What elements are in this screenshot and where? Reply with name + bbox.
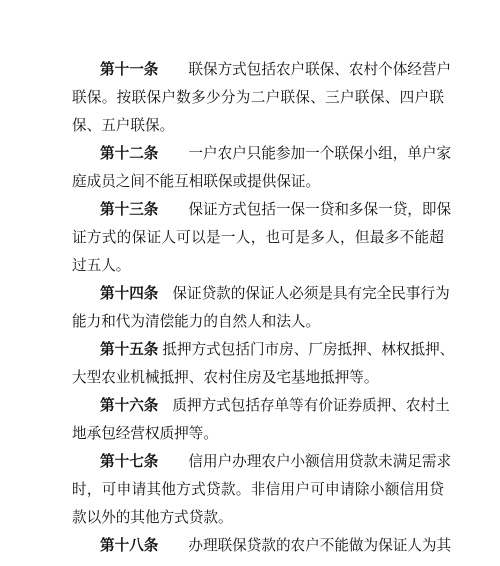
- article-11-line-3: 保、五户联保。: [72, 117, 175, 134]
- article-14-number: 第十四条: [100, 285, 159, 302]
- article-14-line-2: 能力和代为清偿能力的自然人和法人。: [72, 313, 321, 330]
- article-12-number: 第十二条: [100, 145, 159, 162]
- article-17-line-2: 时，可申请其他方式贷款。非信用户可申请除小额信用贷: [72, 481, 444, 498]
- article-14-line-1: [72, 284, 450, 304]
- article-16-text: 质押方式包括存单等有价证券质押、农村土: [172, 397, 450, 414]
- article-13-text: 保证方式包括一保一贷和多保一贷，即保: [188, 201, 452, 218]
- article-11-line-1: [72, 60, 452, 80]
- article-15-line-1: [72, 340, 455, 360]
- article-12-line-2: 庭成员之间不能互相联保或提供保证。: [72, 173, 321, 190]
- article-17-text: 信用户办理农户小额信用贷款未满足需求: [188, 453, 452, 470]
- article-14-text: 保证贷款的保证人必须是具有完全民事行为: [172, 285, 450, 302]
- article-16-line-1: [72, 396, 450, 416]
- article-16-line-2: 地承包经营权质押等。: [72, 425, 218, 442]
- article-13-number: 第十三条: [100, 201, 159, 218]
- article-13-line-3: 过五人。: [72, 257, 131, 274]
- article-11-line-2: 联保。按联保户数多少分为二户联保、三户联保、四户联: [72, 89, 444, 106]
- article-16-number: 第十六条: [100, 397, 159, 414]
- article-11-text: 联保方式包括农户联保、农村个体经营户: [188, 61, 452, 78]
- article-13-line-2: 证方式的保证人可以是一人，也可是多人，但最多不能超: [72, 229, 444, 246]
- article-18-line-1: [72, 536, 452, 556]
- article-18-number: 第十八条: [100, 537, 159, 554]
- article-18-text: 办理联保贷款的农户不能做为保证人为其: [188, 537, 452, 554]
- article-13-line-1: [72, 200, 452, 220]
- article-15-number: 第十五条: [100, 341, 159, 358]
- article-17-line-1: [72, 452, 452, 472]
- article-15-line-2: 大型农业机械抵押、农村住房及宅基地抵押等。: [72, 369, 379, 386]
- article-17-line-3: 款以外的其他方式贷款。: [72, 509, 233, 526]
- article-12-text: 一户农户只能参加一个联保小组，单户家: [188, 145, 452, 162]
- article-11-number: 第十一条: [100, 61, 159, 78]
- article-17-number: 第十七条: [100, 453, 159, 470]
- article-15-text: 抵押方式包括门市房、厂房抵押、林权抵押、: [162, 341, 455, 358]
- article-12-line-1: [72, 144, 452, 164]
